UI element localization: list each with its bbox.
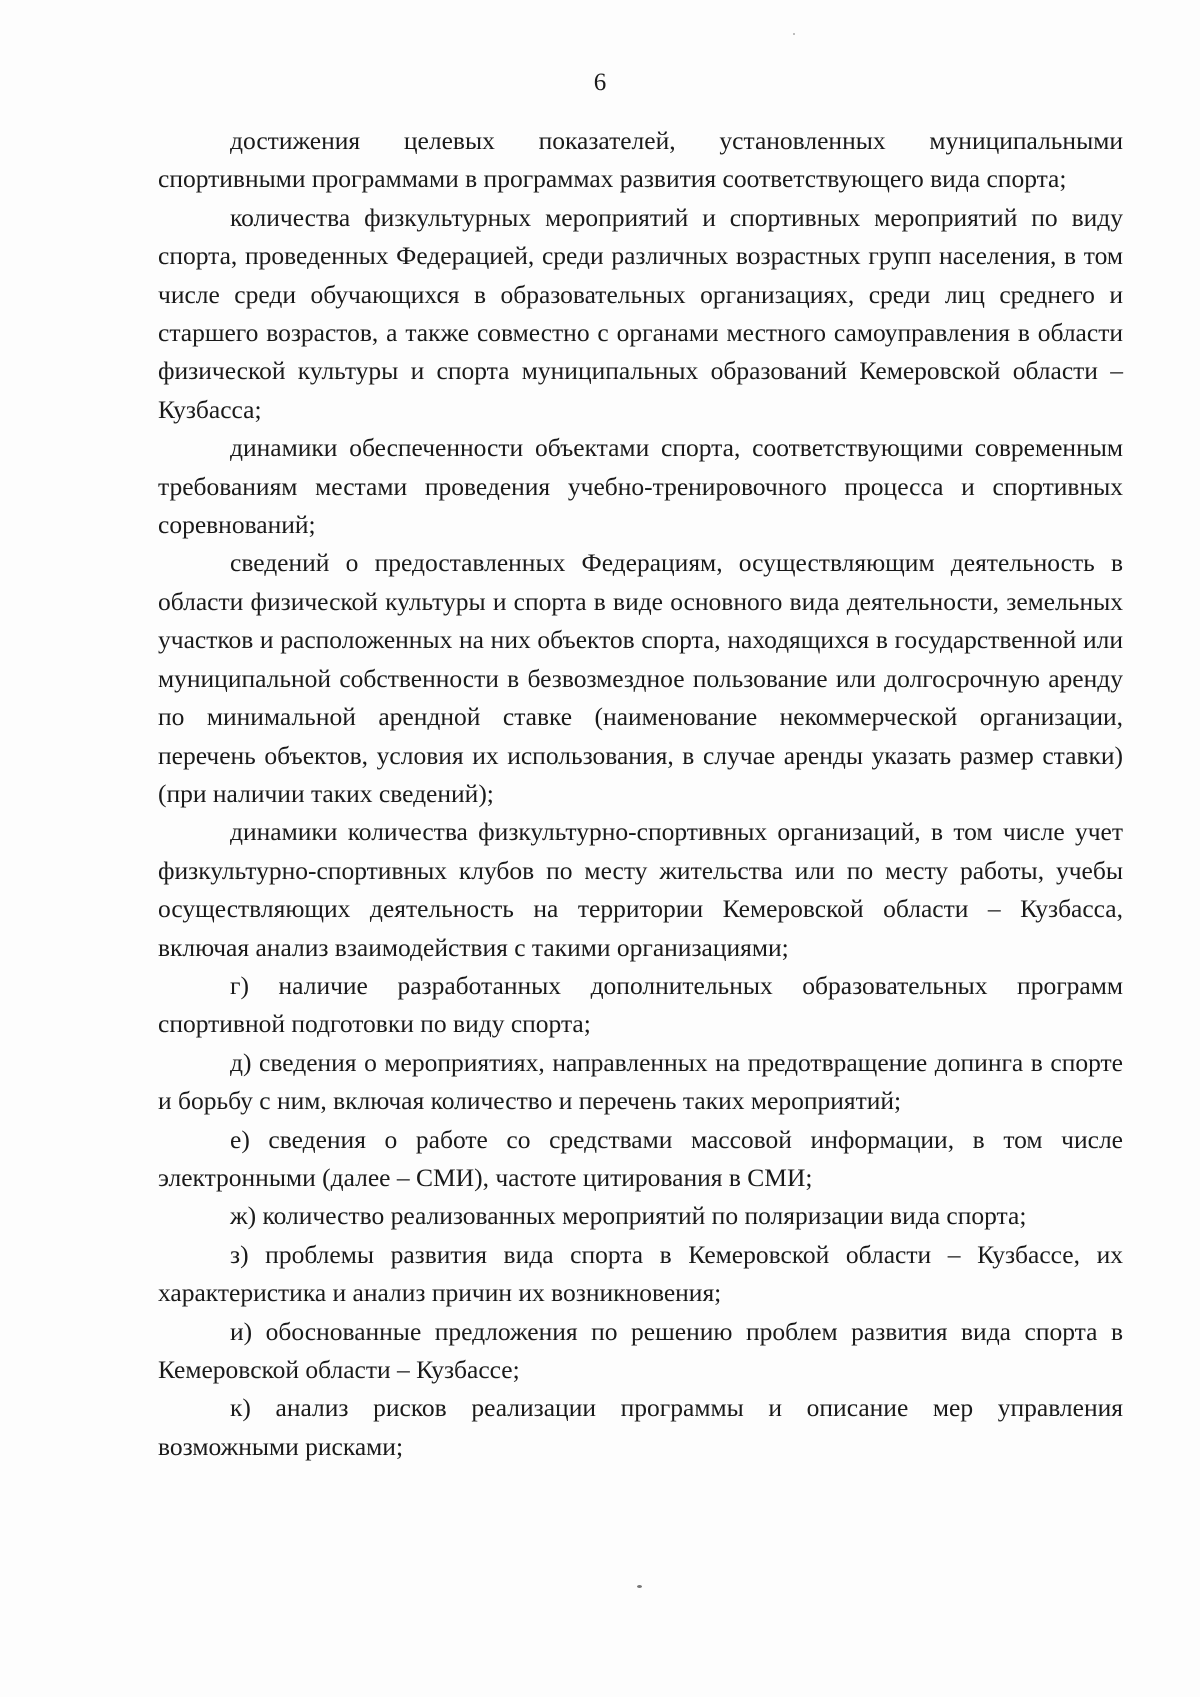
scan-speck: [637, 1585, 642, 1588]
scan-speck: [793, 33, 795, 35]
paragraph: сведений о предоставленных Федерациям, осуществляющим деятельность в области физической культуры и спорта в виде основного вида деятельности, земельных участков и расположенных на них объектов спорта, находящихся в государственной или муниципальной собственности в безвозмездное пользование или долгосрочную аренду по минимальной арендной ставке (наименование некоммерческой организации, перечень объектов, условия их использования, в случае аренды указать размер ставки) (при наличии таких сведений);: [158, 548, 1123, 808]
paragraph: достижения целевых показателей, установленных муниципальными спортивными программами в программах развития соответствующего вида спорта;: [158, 126, 1123, 194]
list-item-z: з) проблемы развития вида спорта в Кемеровской области – Кузбассе, их характеристика и анализ причин их возникновения;: [158, 1239, 1123, 1308]
list-item-e: е) сведения о работе со средствами массовой информации, в том числе электронными (далее – СМИ), частоте цитирования в СМИ;: [158, 1124, 1123, 1192]
list-item-i: и) обоснованные предложения по решению проблем развития вида спорта в Кемеровской области – Кузбассе;: [158, 1316, 1123, 1384]
paragraph: динамики количества физкультурно-спортивных организаций, в том числе учет физкультурно-спортивных клубов по месту жительства или по месту работы, учебы осуществляющих деятельность на территории Кемеровской области – Кузбасса, включая анализ взаимодействия с такими организациями;: [158, 817, 1123, 962]
list-item-g: г) наличие разработанных дополнительных образовательных программ спортивной подготовки по виду спорта;: [158, 970, 1123, 1039]
document-body: [158, 122, 1123, 1466]
list-item-d: д) сведения о мероприятиях, направленных на предотвращение допинга в спорте и борьбу с ним, включая количество и перечень таких мероприятий;: [158, 1047, 1123, 1116]
paragraph: динамики обеспеченности объектами спорта, соответствующими современным требованиям местами проведения учебно-тренировочного процесса и спортивных соревнований;: [158, 433, 1123, 540]
list-item-zh: ж) количество реализованных мероприятий по поляризации вида спорта;: [230, 1201, 1027, 1231]
page-number: 6: [593, 69, 607, 96]
list-item-k: к) анализ рисков реализации программы и описание мер управления возможными рисками;: [158, 1393, 1123, 1461]
paragraph: количества физкультурных мероприятий и спортивных мероприятий по виду спорта, проведенных Федерацией, среди различных возрастных групп населения, в том числе среди обучающихся в образовательных организациях, среди лиц среднего и старшего возрастов, а также совместно с органами местного самоуправления в области физической культуры и спорта муниципальных образований Кемеровской области – Кузбасса;: [158, 202, 1123, 424]
